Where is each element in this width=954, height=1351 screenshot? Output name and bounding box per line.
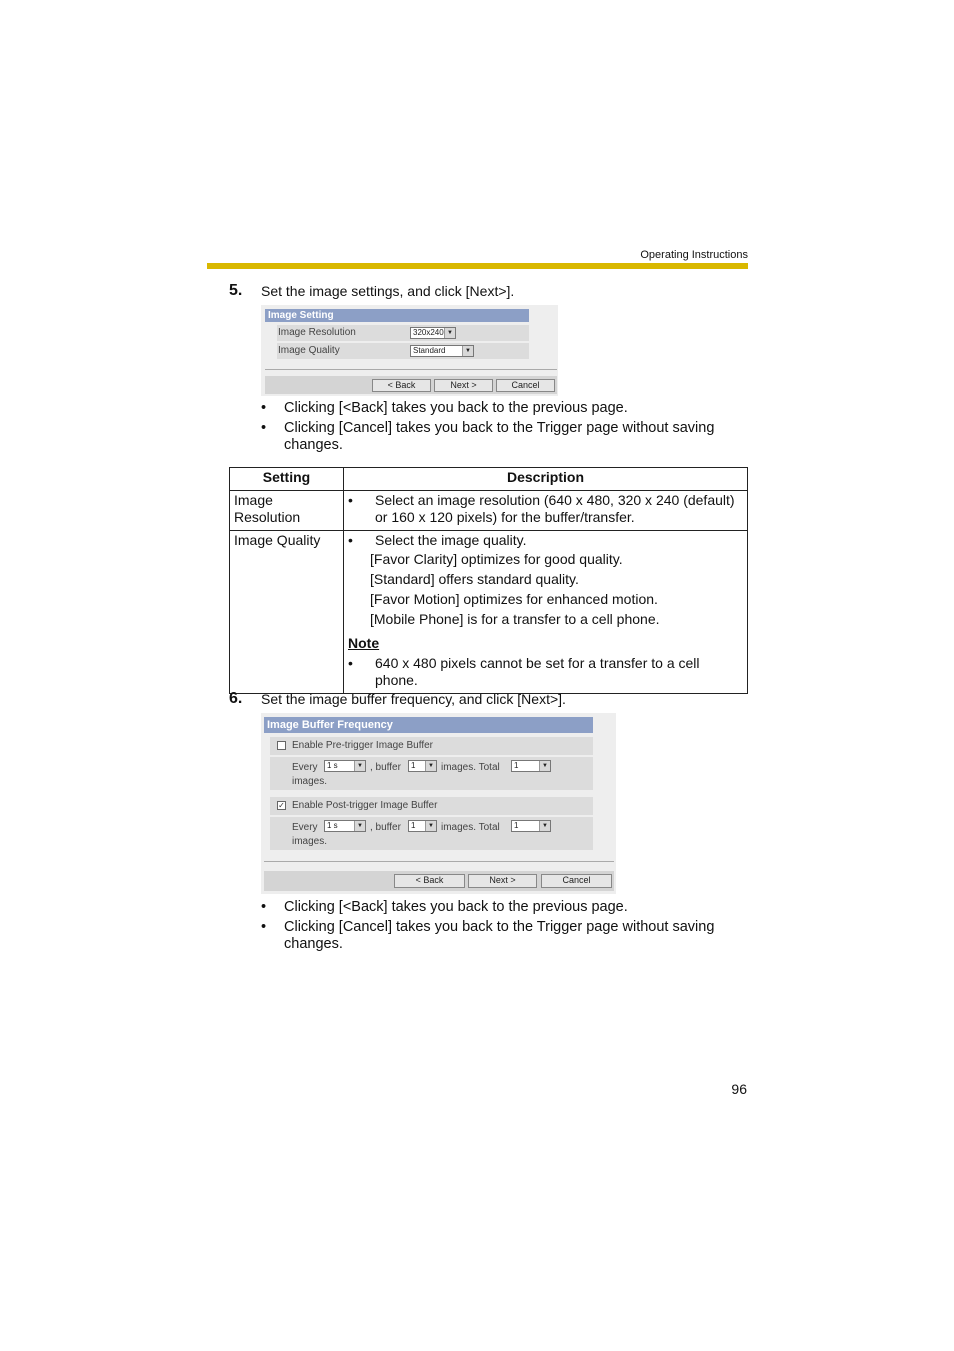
image-quality-label: Image Quality xyxy=(278,345,340,356)
image-setting-screenshot xyxy=(261,305,558,396)
next-button[interactable]: Next > xyxy=(434,379,493,392)
pre-buffer-select[interactable]: 1 ▼ xyxy=(408,760,437,772)
bullet-item: • Clicking [Cancel] takes you back to the Trigger page without saving changes. xyxy=(261,919,731,953)
image-buffer-title: Image Buffer Frequency xyxy=(264,717,593,733)
post-trigger-checkbox[interactable]: ✓ xyxy=(278,801,285,810)
chevron-down-icon: ▼ xyxy=(354,761,365,771)
bullet-item: • Clicking [<Back] takes you back to the previous page. xyxy=(261,899,731,916)
back-button[interactable]: < Back xyxy=(372,379,431,392)
chevron-down-icon: ▼ xyxy=(462,346,473,356)
running-header: Operating Instructions xyxy=(640,249,748,261)
pre-trigger-settings: Every 1 s ▼ , buffer 1 ▼ images. Total 1 ▼ images. xyxy=(270,757,593,790)
option-text: [Mobile Phone] is for a transfer to a cell phone. xyxy=(370,611,660,627)
description-cell: • Select the image quality. [Favor Clarity] optimizes for good quality. [Standard] offers standard quality. [Favor Motion] optimizes for enhanced motion. [Mobile Phone] is for a transfer to a cell phone. Note • 640 x 480 pixels cannot be set for a transfer to a cell phone. xyxy=(344,531,748,694)
pre-trigger-row xyxy=(270,737,593,755)
chevron-down-icon: ▼ xyxy=(354,821,365,831)
image-resolution-label: Image Resolution xyxy=(278,327,356,338)
setting-header: Setting xyxy=(230,468,344,491)
post-buffer-select[interactable]: 1 ▼ xyxy=(408,820,437,832)
pre-every-select[interactable]: 1 s ▼ xyxy=(324,760,366,772)
step-5-bullets xyxy=(261,400,731,457)
post-total-select[interactable]: 1 ▼ xyxy=(511,820,551,832)
pre-total-select[interactable]: 1 ▼ xyxy=(511,760,551,772)
description-cell: • Select an image resolution (640 x 480, 320 x 240 (default) or 160 x 120 pixels) for the buffer/transfer. xyxy=(344,491,748,531)
option-text: [Favor Motion] optimizes for enhanced motion. xyxy=(370,591,658,607)
description-header: Description xyxy=(344,468,748,491)
chevron-down-icon: ▼ xyxy=(425,761,436,771)
pre-trigger-label: Enable Pre-trigger Image Buffer xyxy=(292,740,434,751)
back-button[interactable]: < Back xyxy=(394,874,465,888)
post-trigger-row xyxy=(270,797,593,815)
post-trigger-label: Enable Post-trigger Image Buffer xyxy=(292,800,438,811)
bullet-item: • Clicking [Cancel] takes you back to the Trigger page without saving changes. xyxy=(261,420,731,454)
cancel-button[interactable]: Cancel xyxy=(541,874,612,888)
image-resolution-select[interactable]: 320x240 ▼ xyxy=(410,327,456,339)
header-rule xyxy=(207,263,748,269)
table-row xyxy=(230,491,748,531)
image-setting-title: Image Setting xyxy=(265,309,529,322)
option-text: [Favor Clarity] optimizes for good quality. xyxy=(370,551,623,567)
panel-divider xyxy=(265,369,557,370)
step-5-text: Set the image settings, and click [Next>]. xyxy=(261,283,515,299)
step-6-number: 6. xyxy=(229,690,243,707)
step-6-bullets xyxy=(261,899,731,956)
chevron-down-icon: ▼ xyxy=(539,821,550,831)
pre-trigger-checkbox[interactable] xyxy=(277,741,286,750)
bullet-item: • Clicking [<Back] takes you back to the previous page. xyxy=(261,400,731,417)
button-bar xyxy=(264,871,614,891)
image-quality-row xyxy=(277,343,529,359)
next-button[interactable]: Next > xyxy=(468,874,537,888)
note-text: • 640 x 480 pixels cannot be set for a transfer to a cell phone. xyxy=(348,655,743,689)
step-5-number: 5. xyxy=(229,282,243,299)
setting-cell: Image Resolution xyxy=(230,491,344,531)
chevron-down-icon: ▼ xyxy=(425,821,436,831)
option-text: [Standard] offers standard quality. xyxy=(370,571,579,587)
note-label: Note xyxy=(348,635,380,651)
chevron-down-icon: ▼ xyxy=(444,328,455,338)
image-quality-select[interactable]: Standard ▼ xyxy=(410,345,474,357)
settings-table xyxy=(229,467,748,694)
post-every-select[interactable]: 1 s ▼ xyxy=(324,820,366,832)
cancel-button[interactable]: Cancel xyxy=(496,379,555,392)
step-6-text: Set the image buffer frequency, and click [Next>]. xyxy=(261,691,566,707)
button-bar xyxy=(265,376,557,394)
page-number: 96 xyxy=(731,1081,747,1097)
image-buffer-screenshot xyxy=(261,713,616,894)
table-row xyxy=(230,531,748,694)
post-trigger-settings: Every 1 s ▼ , buffer 1 ▼ images. Total 1 ▼ images. xyxy=(270,817,593,850)
setting-cell: Image Quality xyxy=(230,531,344,694)
panel-divider xyxy=(264,861,614,862)
image-resolution-row xyxy=(277,325,529,341)
chevron-down-icon: ▼ xyxy=(539,761,550,771)
